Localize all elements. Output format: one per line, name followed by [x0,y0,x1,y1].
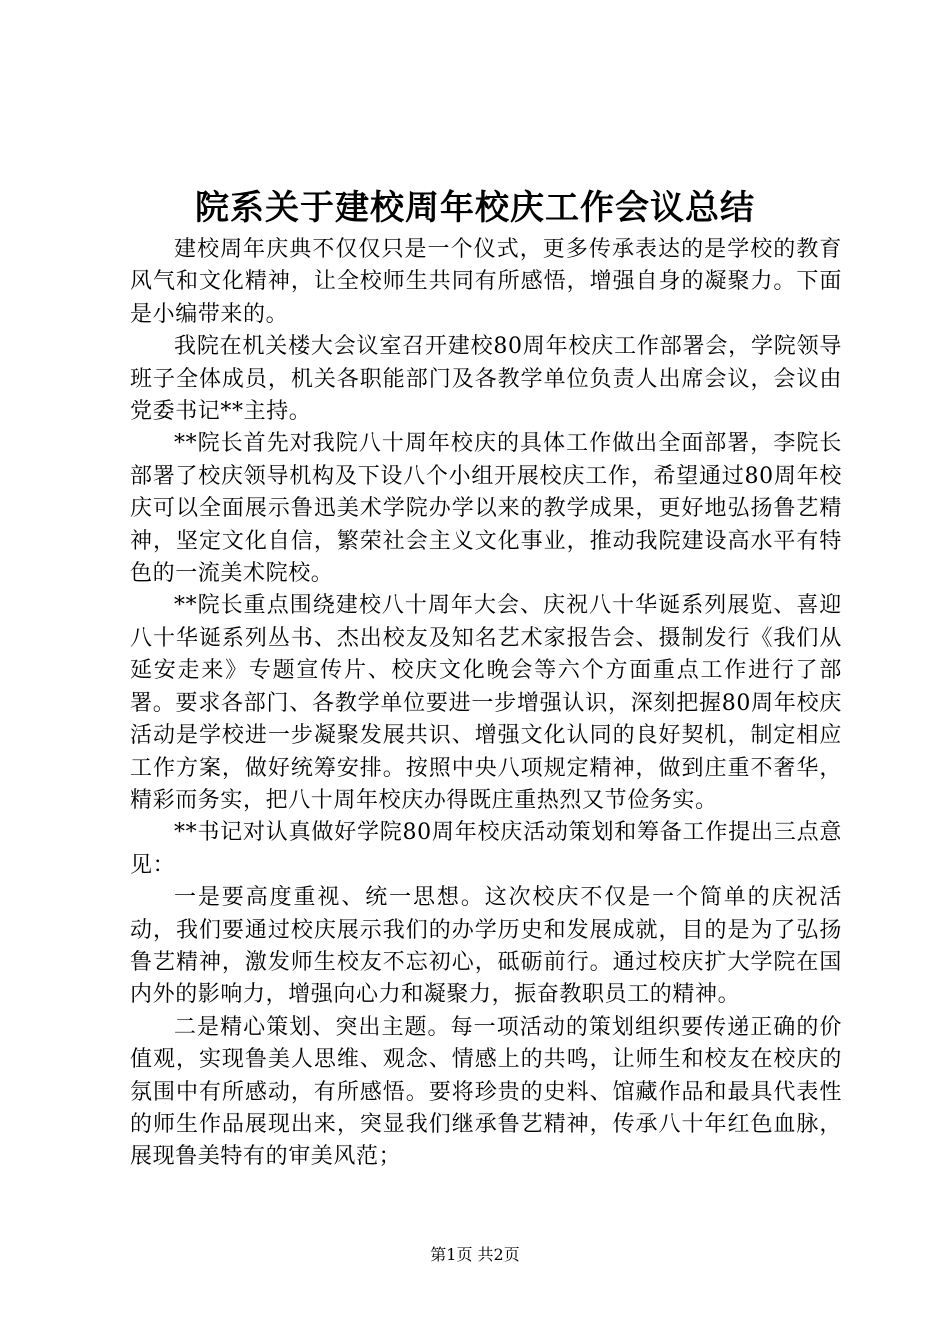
paragraph-opinions: **书记对认真做好学院80周年校庆活动策划和筹备工作提出三点意见： [130,820,842,878]
document-title: 院系关于建校周年校庆工作会议总结 [195,188,755,228]
paragraph-point-one: 一是要高度重视、统一思想。这次校庆不仅是一个简单的庆祝活动，我们要通过校庆展示我们的办学历史和发展成就，目的是为了弘扬鲁艺精神，激发师生校友不忘初心，砥砺前行。通过校庆扩大学院在国内外的影响力，增强向心力和凝聚力，振奋教职员工的精神。 [130,885,842,1008]
paragraph-key-work: **院长重点围绕建校八十周年大会、庆祝八十华诞系列展览、喜迎八十华诞系列丛书、杰出校友及知名艺术家报告会、摄制发行《我们从延安走来》专题宣传片、校庆文化晚会等六个方面重点工作进行了部署。要求各部门、各教学单位要进一步增强认识，深刻把握80周年校庆活动是学校进一步凝聚发展共识、增强文化认同的良好契机，制定相应工作方案，做好统筹安排。按照中央八项规定精神，做到庄重不奢华，精彩而务实，把八十周年校庆办得既庄重热烈又节俭务实。 [130,593,842,813]
paragraph-intro: 建校周年庆典不仅仅只是一个仪式，更多传承表达的是学校的教育风气和文化精神，让全校师生共同有所感悟，增强自身的凝聚力。下面是小编带来的。 [130,237,842,327]
document-body [130,234,842,1174]
paragraph-point-two: 二是精心策划、突出主题。每一项活动的策划组织要传递正确的价值观，实现鲁美人思维、观念、情感上的共鸣，让师生和校友在校庆的氛围中有所感动，有所感悟。要将珍贵的史料、馆藏作品和最具代表性的师生作品展现出来，突显我们继承鲁艺精神，传承八十年红色血脉，展现鲁美特有的审美风范； [130,1014,842,1170]
page-footer: 第1页 共2页 [430,1245,520,1264]
paragraph-meeting: 我院在机关楼大会议室召开建校80周年校庆工作部署会，学院领导班子全体成员，机关各职能部门及各教学单位负责人出席会议，会议由党委书记**主持。 [130,334,842,425]
paragraph-deployment: **院长首先对我院八十周年校庆的具体工作做出全面部署，李院长部署了校庆领导机构及下设八个小组开展校庆工作，希望通过80周年校庆可以全面展示鲁迅美术学院办学以来的教学成果，更好地弘扬鲁艺精神，坚定文化自信，繁荣社会主义文化事业，推动我院建设高水平有特色的一流美术院校。 [130,431,842,587]
